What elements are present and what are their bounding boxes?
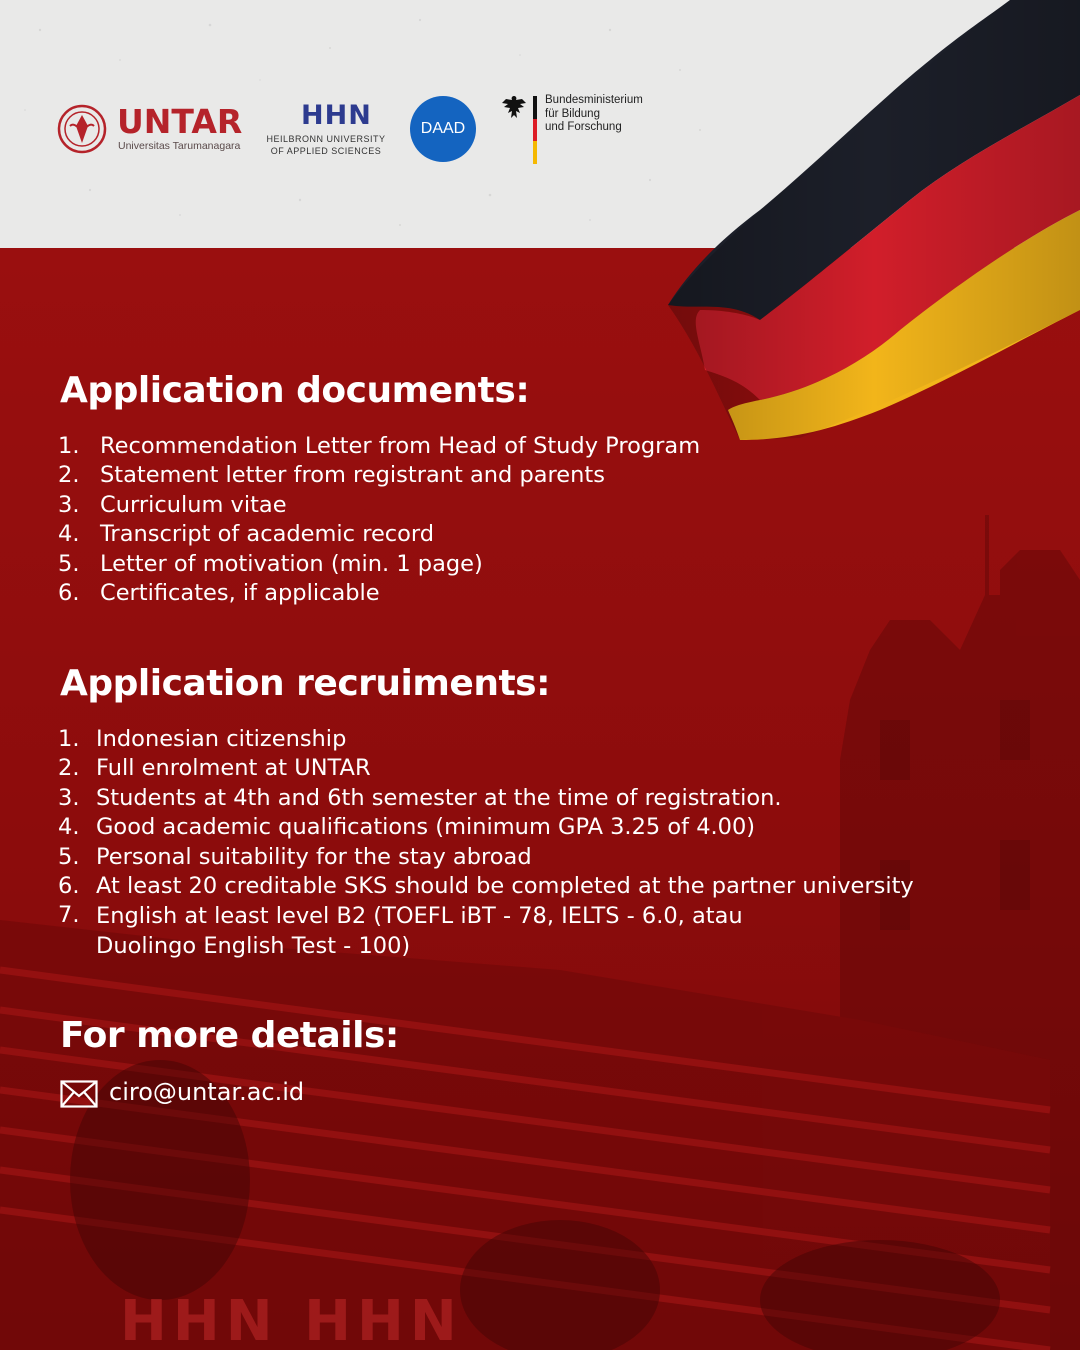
item-text: Recommendation Letter from Head of Study Program (100, 433, 701, 459)
item-number: 3. (58, 784, 80, 811)
item-number: 5. (58, 843, 80, 870)
item-number: 5. (58, 550, 80, 577)
untar-wordmark: UNTAR (117, 102, 243, 141)
item-number: 7. (58, 902, 80, 929)
requirements-heading: Application recruiments: (60, 663, 550, 704)
bmbf-logo (500, 94, 650, 166)
item-text: Indonesian citizenship (96, 726, 347, 752)
item-number: 6. (58, 872, 80, 899)
item-number: 1. (58, 726, 80, 752)
details-heading: For more details: (60, 1015, 399, 1056)
bmbf-wordmark: Bundesministerium für Bildung und Forschung (545, 94, 643, 133)
hhn-mark: HHN (301, 100, 372, 131)
envelope-icon (60, 1080, 98, 1108)
documents-heading: Application documents: (60, 370, 530, 411)
daad-label: DAAD (420, 120, 466, 137)
item-text: Certificates, if applicable (100, 579, 380, 606)
item-text: Statement letter from registrant and parents (100, 462, 605, 489)
item-number: 6. (58, 579, 80, 606)
hhn-line-1: HEILBRONN UNIVERSITY (266, 134, 386, 144)
item-text: At least 20 creditable SKS should be completed at the partner university (96, 872, 914, 899)
item-text: Curriculum vitae (100, 491, 287, 518)
federal-eagle-icon (500, 94, 528, 122)
item-number: 3. (58, 491, 80, 518)
item-text: Personal suitability for the stay abroad (96, 843, 532, 870)
item-number: 2. (58, 462, 80, 489)
untar-subtitle: Universitas Tarumanagara (118, 140, 241, 152)
item-number: 1. (58, 433, 80, 459)
item-text: Full enrolment at UNTAR (96, 755, 371, 782)
email-link[interactable]: ciro@untar.ac.id (109, 1078, 305, 1106)
hhn-line-2: OF APPLIED SCIENCES (270, 146, 382, 156)
untar-emblem-icon (56, 104, 108, 154)
item-text: Transcript of academic record (100, 521, 435, 548)
building-sign: HHN HHN (120, 1289, 463, 1350)
daad-logo (410, 96, 476, 162)
item-number: 4. (58, 814, 80, 841)
item-number: 4. (58, 521, 80, 548)
hhn-logo (266, 100, 386, 160)
item-text: English at least level B2 (TOEFL iBT - 78, IELTS - 6.0, atau Duolingo English Test - 100) (96, 903, 743, 960)
item-text: Students at 4th and 6th semester at the time of registration. (96, 784, 782, 811)
untar-logo (56, 102, 256, 158)
item-number: 2. (58, 755, 80, 782)
german-colors-bar (533, 96, 537, 164)
item-text: Good academic qualifications (minimum GPA 3.25 of 4.00) (96, 814, 756, 841)
item-text: Letter of motivation (min. 1 page) (100, 550, 483, 577)
